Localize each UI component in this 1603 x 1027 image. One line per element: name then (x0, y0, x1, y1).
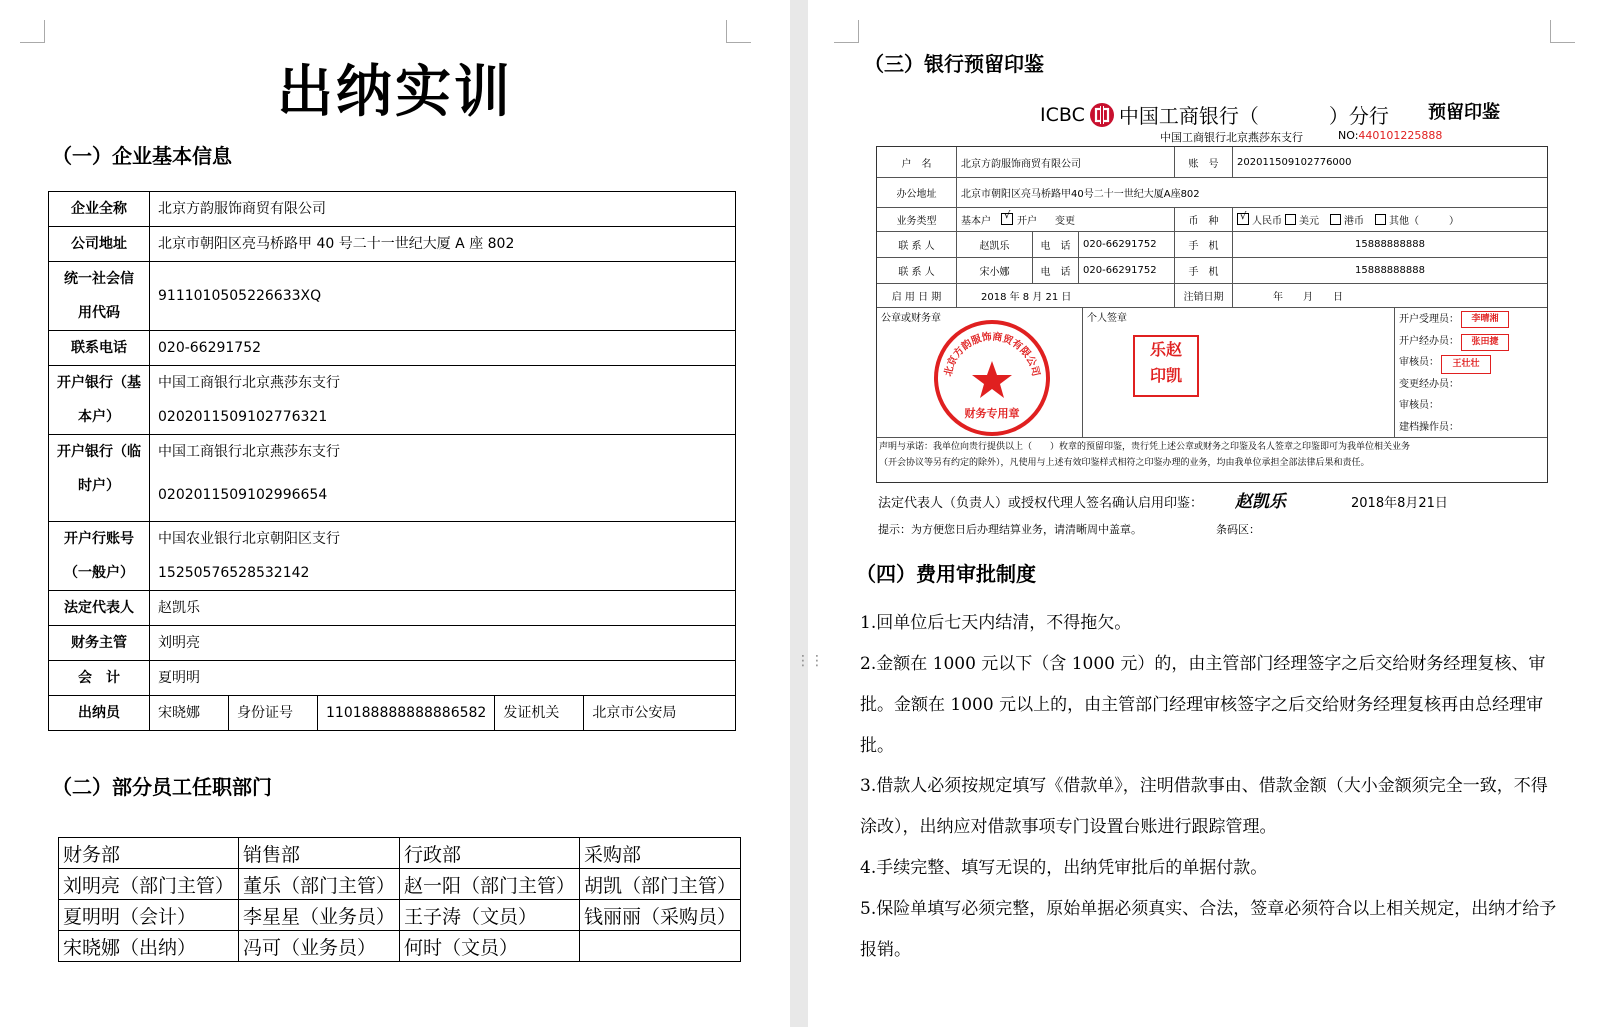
document-page-left (0, 0, 790, 1027)
phone-label: 电 话 (1033, 231, 1079, 257)
label-line: 开户银行（基 (57, 375, 141, 391)
rule-paragraph: 1.回单位后七天内结清，不得拖欠。 (860, 613, 1132, 633)
branch-line: 中国工商银行北京燕莎东支行 (1160, 131, 1303, 144)
business-type-options (957, 207, 1175, 231)
personal-sign-cell (1083, 307, 1395, 437)
personal-seal-icon (1133, 335, 1199, 397)
table-row (49, 696, 736, 731)
bank-temp-value (150, 435, 736, 522)
icbc-text: ICBC (1040, 103, 1085, 126)
option-hkd: 港币 (1344, 215, 1364, 227)
table-cell: 采购部 (580, 838, 741, 869)
rule-paragraph: 3.借款人必须按规定填写《借款单》，注明借款事由、借款金额（大小金额须完全一致，不得涂改），出纳应对借款事项专门设置台账进行跟踪管理。 (860, 776, 1548, 837)
label-line: 本户） (78, 409, 120, 425)
table-row (49, 522, 736, 591)
finance-head-label: 财务主管 (49, 626, 150, 661)
business-type-label: 业务类型 (877, 207, 957, 231)
handler-stamp: 张田捷 (1461, 334, 1509, 351)
company-name-value: 北京方韵服饰商贸有限公司 (150, 192, 736, 227)
icbc-logo-icon (1089, 102, 1115, 128)
change-handler-label: 变更经办员： (1399, 378, 1459, 390)
section-heading-company-info: （一）企业基本信息 (52, 144, 232, 168)
table-row (59, 869, 741, 900)
seal-bottom-text: 财务专用章 (964, 407, 1020, 420)
table-row (49, 192, 736, 227)
declaration-line: （开会协议等另有约定的除外），凡使用与上述有效印鉴样式相符之印鉴办理的业务，均由我单位承担全部法律后果和责任。 (879, 458, 1370, 468)
mobile-label: 手 机 (1175, 231, 1233, 257)
legal-confirm-label: 法定代表人（负责人）或授权代理人签名确认启用印鉴： (878, 496, 1204, 511)
option-change: 变更 (1055, 215, 1075, 227)
phone-value: 020-66291752 (150, 331, 736, 366)
checkbox-icon (1375, 214, 1386, 225)
bank-general-label (49, 522, 150, 591)
form-row (877, 231, 1547, 258)
option-basic: 基本户 (961, 215, 991, 227)
credit-code-value: 9111010505226633XQ (150, 262, 736, 331)
contact-label: 联 系 人 (877, 257, 957, 283)
auditor-label: 审核员： (1399, 357, 1439, 368)
option-other: 其他（ ） (1389, 215, 1459, 227)
mobile-label: 手 机 (1175, 257, 1233, 283)
page-corner-mark (1550, 20, 1575, 43)
finance-head-value: 刘明亮 (150, 626, 736, 661)
table-row (49, 331, 736, 366)
table-row (49, 435, 736, 522)
seal-line: 乐赵 (1149, 340, 1182, 359)
address-value: 北京市朝阳区亮马桥路甲 40 号二十一世纪大厦 A 座 802 (150, 227, 736, 262)
option-rmb: 人民币 (1252, 215, 1282, 227)
table-cell: 胡凯（部门主管） (580, 869, 741, 900)
page-corner-mark (726, 20, 751, 43)
table-row (49, 661, 736, 696)
seal-line: 印凯 (1149, 366, 1182, 385)
table-cell: 钱丽丽（采购员） (580, 900, 741, 931)
paragraph-move-handle-icon[interactable]: ⋮⋮ (796, 653, 824, 669)
address-label: 公司地址 (49, 227, 150, 262)
office-address-value: 北京市朝阳区亮马桥路甲40号二十一世纪大厦A座802 (961, 188, 1200, 200)
bank-header (1040, 100, 1389, 129)
form-number-label: NO: (1338, 129, 1359, 142)
checkbox-checked-icon: √ (1237, 213, 1249, 225)
bank-account: 15250576528532142 (158, 565, 310, 581)
id-number-label: 身份证号 (229, 696, 318, 731)
company-seal-icon (933, 319, 1051, 437)
label-line: 统一社会信 (64, 271, 134, 287)
table-row (49, 366, 736, 435)
bank-basic-value (150, 366, 736, 435)
form-title: 预留印鉴 (1428, 102, 1500, 123)
table-row (59, 931, 741, 962)
bank-name: 中国农业银行北京朝阳区支行 (158, 531, 340, 547)
table-row (49, 591, 736, 626)
table-cell: 冯可（业务员） (239, 931, 400, 962)
bank-temp-label (49, 435, 150, 522)
contact-mobile: 15888888888 (1355, 238, 1425, 250)
issuer-value: 北京市公安局 (584, 696, 736, 731)
company-info-table (48, 191, 736, 731)
legal-rep-label: 法定代表人 (49, 591, 150, 626)
official-seal-label: 公章或财务章 (881, 313, 941, 324)
table-row (49, 262, 736, 331)
form-number-value: 440101225888 (1358, 129, 1443, 142)
credit-code-label (49, 262, 150, 331)
account-holder-value: 北京方韵服饰商贸有限公司 (957, 147, 1175, 177)
form-row (877, 147, 1547, 178)
label-line: 开户银行（临 (57, 444, 141, 460)
form-row (877, 257, 1547, 284)
contact-phone: 020-66291752 (1079, 257, 1175, 283)
table-row (49, 626, 736, 661)
document-title: 出纳实训 (277, 59, 513, 125)
opener-stamp: 李晴湘 (1461, 311, 1509, 328)
form-tip: 提示：为方便您日后办理结算业务，请清晰周中盖章。 (878, 523, 1142, 536)
auditor-row (1399, 352, 1439, 374)
accountant-value: 夏明明 (150, 661, 736, 696)
bank-name: 中国工商银行北京燕莎东支行 (158, 444, 340, 460)
contact-name: 宋小娜 (957, 257, 1033, 283)
opener-label: 开户受理员： (1399, 314, 1459, 325)
phone-label: 联系电话 (49, 331, 150, 366)
table-row (59, 900, 741, 931)
department-table (58, 837, 741, 962)
form-row (877, 283, 1547, 308)
cancel-date-value: 年 月 日 (1273, 291, 1343, 303)
rule-paragraph: 2.金额在 1000 元以下（含 1000 元）的，由主管部门经理签字之后交给财务经理复核、审批。金额在 1000 元以上的，由主管部门经理审核签字之后交给财务经理复核再由总经理审批。 (860, 654, 1546, 756)
staff-cell (1395, 307, 1547, 437)
file-operator-label: 建档操作员： (1399, 421, 1459, 433)
section-heading-departments: （二）部分员工任职部门 (52, 775, 272, 799)
table-cell: 销售部 (239, 838, 400, 869)
table-row (49, 227, 736, 262)
office-address-label: 办公地址 (877, 177, 957, 207)
confirm-date: 2018年8月21日 (1351, 496, 1448, 511)
issuer-label: 发证机关 (495, 696, 584, 731)
personal-sign-label: 个人签章 (1087, 313, 1127, 324)
bank-name: 中国工商银行（ (1118, 104, 1259, 128)
company-name-label: 企业全称 (49, 192, 150, 227)
form-number (1338, 129, 1442, 142)
option-open: 开户 (1017, 215, 1037, 227)
auditor-stamp: 王壮壮 (1441, 355, 1491, 374)
currency-options (1233, 207, 1547, 231)
declaration-line: 声明与承诺：我单位向贵行提供以上（ ）枚章的预留印鉴，贵行凭上述公章或财务之印鉴及名人签章之印鉴即可为我单位相关业务 (879, 442, 1411, 452)
rule-paragraph: 4.手续完整、填写无误的，出纳凭审批后的单据付款。 (860, 858, 1268, 878)
bank-name: 中国工商银行北京燕莎东支行 (158, 375, 340, 391)
account-no-label: 账 号 (1175, 147, 1233, 177)
start-date-label: 启 用 日 期 (877, 283, 957, 307)
form-row (877, 177, 1547, 208)
contact-phone: 020-66291752 (1079, 231, 1175, 257)
handler-row (1399, 331, 1459, 353)
contact-mobile: 15888888888 (1355, 264, 1425, 276)
section-heading-expense-approval: （四）费用审批制度 (856, 562, 1036, 586)
phone-label: 电 话 (1033, 257, 1079, 283)
cashier-label: 出纳员 (49, 696, 150, 731)
legal-signature: 赵凯乐 (1235, 492, 1286, 512)
auditor2-label: 审核员： (1399, 400, 1439, 411)
seal-text: 北京方韵服饰商贸有限公司 (943, 331, 1041, 378)
table-cell (580, 931, 741, 962)
table-cell: 宋晓娜（出纳） (59, 931, 239, 962)
table-cell: 董乐（部门主管） (239, 869, 400, 900)
bank-account: 0202011509102996654 (158, 487, 328, 503)
label-line: （一般户） (64, 565, 134, 581)
table-cell: 王子涛（文员） (400, 900, 580, 931)
checkbox-checked-icon: √ (1001, 213, 1013, 225)
rule-paragraph: 5.保险单填写必须完整，原始单据必须真实、合法，签章必须符合以上相关规定，出纳才给予报销。 (860, 899, 1557, 960)
section-heading-bank-seal: （三）银行预留印鉴 (864, 52, 1044, 76)
handler-label: 开户经办员： (1399, 335, 1459, 347)
barcode-label: 条码区： (1216, 523, 1260, 536)
form-row (877, 207, 1547, 232)
cashier-value: 宋晓娜 (150, 696, 229, 731)
declaration (879, 439, 1410, 471)
label-line: 时户） (78, 478, 120, 494)
contact-name: 赵凯乐 (957, 231, 1033, 257)
account-no-value: 202011509102776000 (1237, 156, 1352, 168)
table-cell: 赵一阳（部门主管） (400, 869, 580, 900)
currency-label: 币 种 (1175, 207, 1233, 231)
seal-registration-form (876, 146, 1548, 483)
option-usd: 美元 (1299, 215, 1319, 227)
id-number-value: 110188888888886582 (318, 696, 495, 731)
page-corner-mark (20, 20, 45, 43)
page-corner-mark (834, 20, 859, 43)
account-holder-label: 户 名 (877, 147, 957, 177)
cancel-date-label: 注销日期 (1175, 283, 1233, 307)
accountant-label: 会 计 (49, 661, 150, 696)
start-date-value: 2018 年 8 月 21 日 (957, 283, 1175, 307)
label-line: 用代码 (78, 305, 120, 321)
seal-area (877, 307, 1547, 438)
checkbox-icon (1330, 214, 1341, 225)
label-line: 开户行账号 (64, 531, 134, 547)
table-cell: 夏明明（会计） (59, 900, 239, 931)
table-cell: 财务部 (59, 838, 239, 869)
bank-basic-label (49, 366, 150, 435)
contact-label: 联 系 人 (877, 231, 957, 257)
bank-general-value (150, 522, 736, 591)
opener-row (1399, 309, 1459, 331)
table-cell: 何时（文员） (400, 931, 580, 962)
official-seal-cell (877, 307, 1083, 437)
branch-suffix: ）分行 (1328, 104, 1389, 128)
table-row (59, 838, 741, 869)
table-cell: 刘明亮（部门主管） (59, 869, 239, 900)
bank-account: 0202011509102776321 (158, 409, 328, 425)
checkbox-icon (1285, 214, 1296, 225)
table-cell: 行政部 (400, 838, 580, 869)
legal-rep-value: 赵凯乐 (150, 591, 736, 626)
table-cell: 李星星（业务员） (239, 900, 400, 931)
